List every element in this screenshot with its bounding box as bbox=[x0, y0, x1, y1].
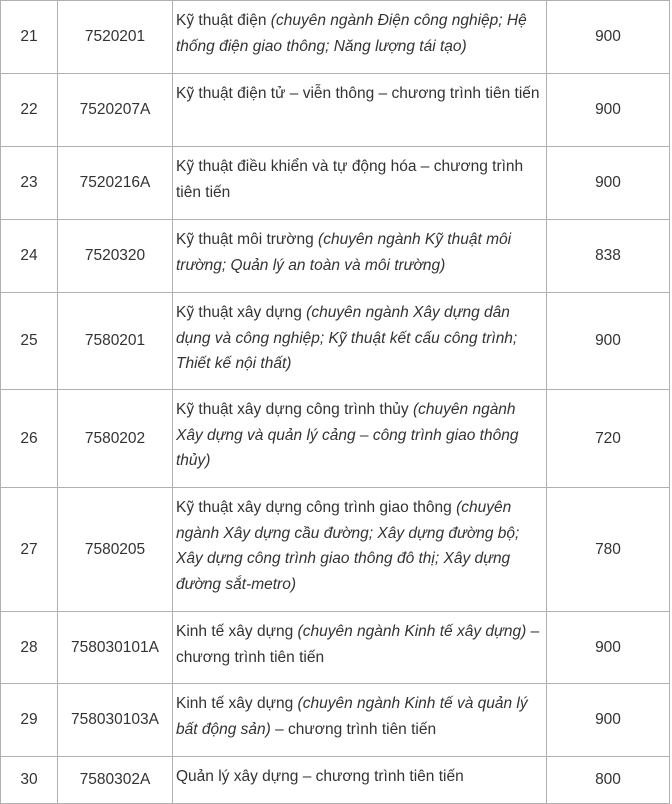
program-name-cell bbox=[173, 74, 547, 147]
program-name-cell bbox=[173, 684, 547, 757]
program-name-cell bbox=[173, 757, 547, 804]
program-name: Kinh tế xây dựng bbox=[176, 695, 294, 712]
program-name-cell bbox=[173, 220, 547, 293]
row-number: 29 bbox=[1, 684, 58, 757]
program-code: 758030103A bbox=[58, 684, 173, 757]
table-row bbox=[1, 220, 670, 293]
table-row bbox=[1, 390, 670, 488]
row-number: 22 bbox=[1, 74, 58, 147]
score: 720 bbox=[547, 390, 670, 488]
program-name-cell bbox=[173, 1, 547, 74]
program-specialization: (chuyên ngành Điện công nghiệp; Hệ thống điện giao thông; Năng lượng tái tạo) bbox=[176, 12, 527, 55]
program-code: 7520320 bbox=[58, 220, 173, 293]
program-code: 7520201 bbox=[58, 1, 173, 74]
program-name-cell bbox=[173, 147, 547, 220]
score: 900 bbox=[547, 74, 670, 147]
table-row bbox=[1, 684, 670, 757]
row-number: 21 bbox=[1, 1, 58, 74]
program-name: Quản lý xây dựng – chương trình tiên tiến bbox=[176, 768, 464, 785]
table-row bbox=[1, 74, 670, 147]
table-row bbox=[1, 488, 670, 612]
program-specialization: (chuyên ngành Xây dựng dân dụng và công nghiệp; Kỹ thuật kết cấu công trình; Thiết kế nội thất) bbox=[176, 304, 518, 372]
score: 800 bbox=[547, 757, 670, 804]
program-specialization: (chuyên ngành Xây dựng cầu đường; Xây dựng đường bộ; Xây dựng công trình giao thông đô thị; Xây dựng đường sắt-metro) bbox=[176, 499, 520, 593]
program-name-cell bbox=[173, 612, 547, 684]
program-name-suffix: – chương trình tiên tiến bbox=[275, 720, 437, 738]
table-body bbox=[1, 1, 670, 804]
score: 900 bbox=[547, 612, 670, 684]
program-specialization: (chuyên ngành Kỹ thuật môi trường; Quản lý an toàn và môi trường) bbox=[176, 231, 512, 274]
program-name: Kỹ thuật điều khiển và tự động hóa – chương trình tiên tiến bbox=[176, 158, 524, 201]
row-number: 30 bbox=[1, 757, 58, 804]
row-number: 27 bbox=[1, 488, 58, 612]
score: 900 bbox=[547, 293, 670, 390]
row-number: 28 bbox=[1, 612, 58, 684]
row-number: 25 bbox=[1, 293, 58, 390]
score: 900 bbox=[547, 147, 670, 220]
program-code: 7520216A bbox=[58, 147, 173, 220]
row-number: 24 bbox=[1, 220, 58, 293]
score: 838 bbox=[547, 220, 670, 293]
score: 780 bbox=[547, 488, 670, 612]
program-name: Kỹ thuật xây dựng công trình thủy bbox=[176, 401, 409, 418]
program-name-cell bbox=[173, 390, 547, 488]
program-code: 7580205 bbox=[58, 488, 173, 612]
table-row bbox=[1, 1, 670, 74]
program-code: 758030101A bbox=[58, 612, 173, 684]
program-code: 7520207A bbox=[58, 74, 173, 147]
program-name-cell bbox=[173, 488, 547, 612]
program-code: 7580202 bbox=[58, 390, 173, 488]
program-name-suffix: – chương trình tiên tiến bbox=[176, 623, 540, 666]
table-row bbox=[1, 757, 670, 804]
program-name: Kỹ thuật xây dựng bbox=[176, 304, 302, 321]
program-name: Kỹ thuật điện bbox=[176, 12, 267, 29]
program-name-cell bbox=[173, 293, 547, 390]
program-code: 7580201 bbox=[58, 293, 173, 390]
program-name: Kỹ thuật xây dựng công trình giao thông bbox=[176, 499, 452, 516]
row-number: 26 bbox=[1, 390, 58, 488]
score: 900 bbox=[547, 1, 670, 74]
table-row bbox=[1, 612, 670, 684]
program-name: Kỹ thuật điện tử – viễn thông – chương trình tiên tiến bbox=[176, 85, 540, 102]
program-code: 7580302A bbox=[58, 757, 173, 804]
program-name: Kỹ thuật môi trường bbox=[176, 231, 314, 248]
table-row bbox=[1, 147, 670, 220]
program-specialization: (chuyên ngành Xây dựng và quản lý cảng – công trình giao thông thủy) bbox=[176, 401, 519, 469]
program-specialization: (chuyên ngành Kinh tế và quản lý bất động sản) bbox=[176, 695, 528, 738]
program-name: Kinh tế xây dựng bbox=[176, 623, 294, 640]
table-row bbox=[1, 293, 670, 390]
row-number: 23 bbox=[1, 147, 58, 220]
score: 900 bbox=[547, 684, 670, 757]
program-specialization: (chuyên ngành Kinh tế xây dựng) bbox=[297, 623, 527, 640]
